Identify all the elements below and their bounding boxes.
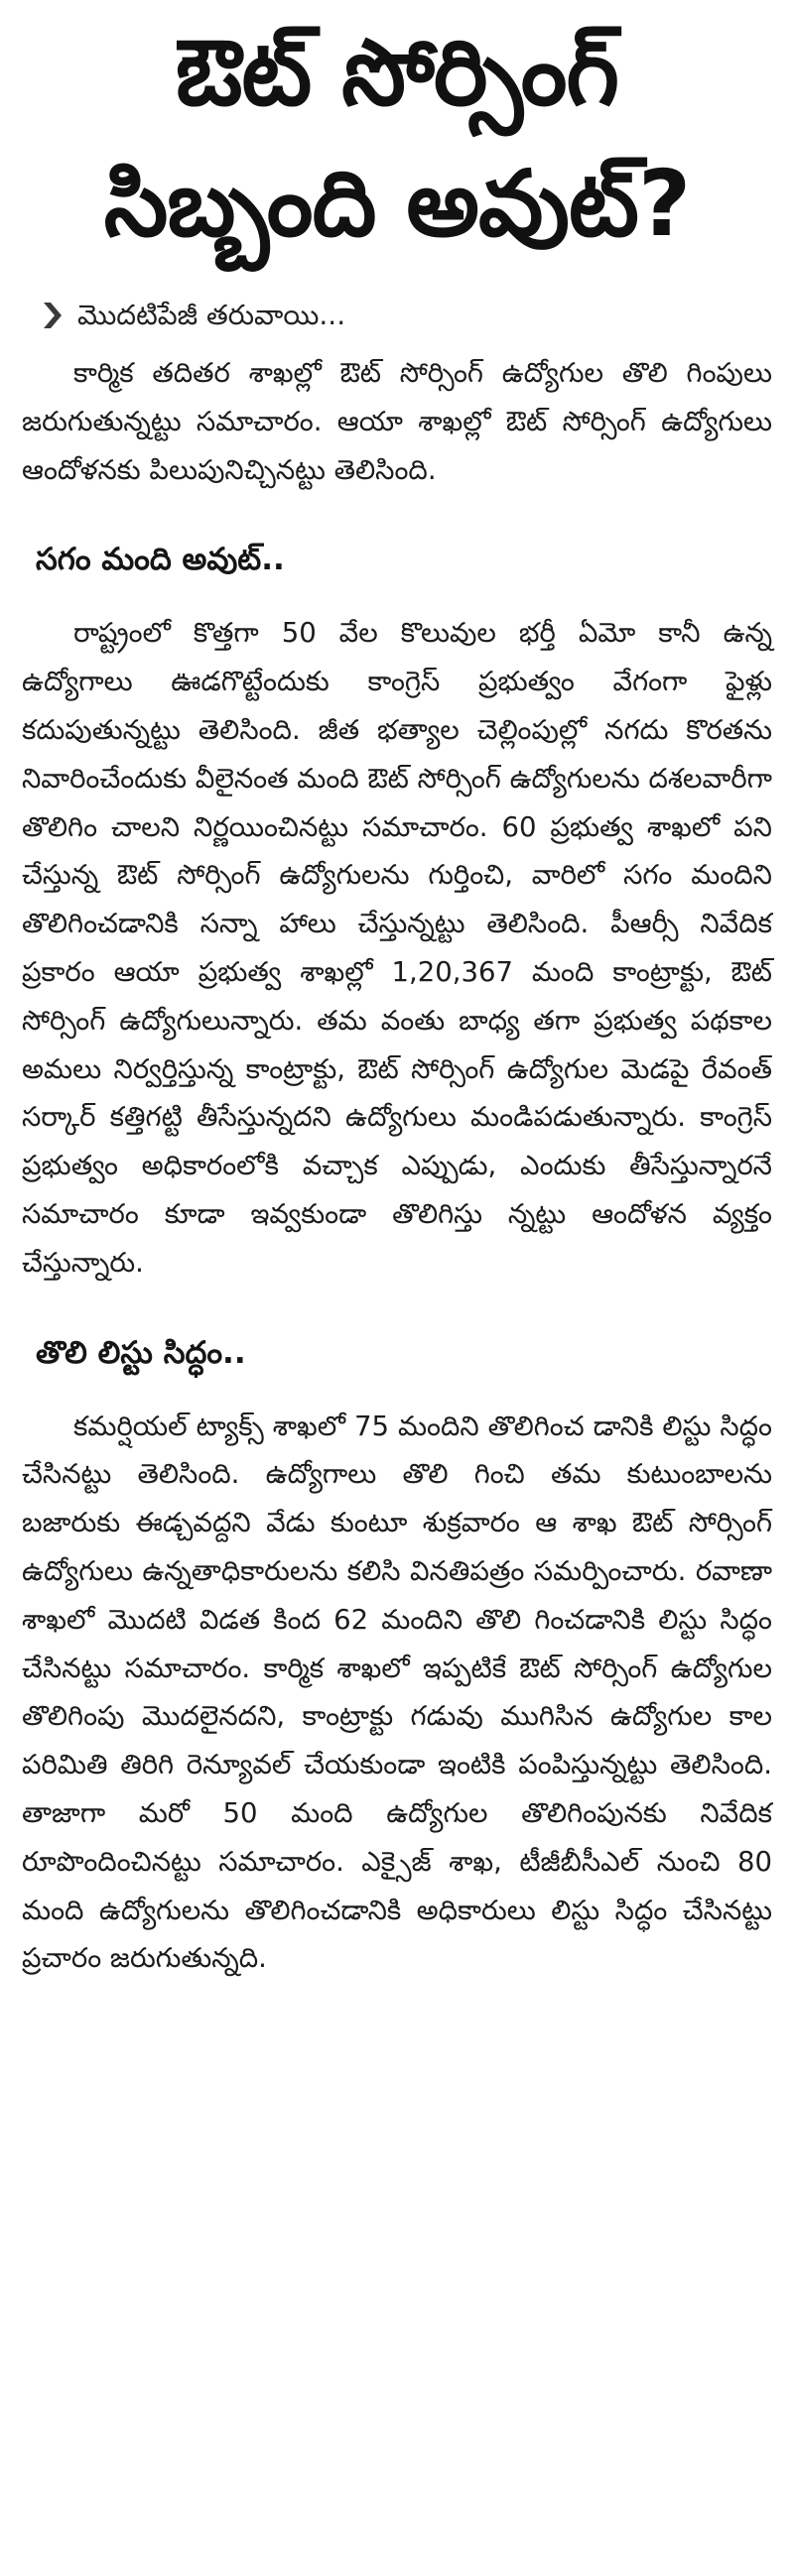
- subheading-first-list: తొలి లిస్టు సిద్ధం..: [36, 1334, 246, 1371]
- continued-label: మొదటిపేజీ తరువాయి...: [77, 299, 346, 331]
- intro-paragraph: కార్మిక తదితర శాఖల్లో ఔట్ సోర్సింగ్ ఉద్యోగుల తొలి గింపులు జరుగుతున్నట్టు సమాచారం. ఆయా శాఖల్లో ఔట్ సోర్సింగ్ ఉద్యోగులు ఆందోళనకు పిలుపునిచ్చినట్టు తెలిసింది.: [22, 357, 772, 486]
- paragraph-half-out: రాష్ట్రంలో కొత్తగా 50 వేల కొలువుల భర్తీ ఏమో కానీ ఉన్న ఉద్యోగాలు ఊడగొట్టేందుకు కాంగ్రెస్ ప్రభుత్వం వేగంగా ఫైళ్లు కదుపుతున్నట్టు తెలిసింది. జీత భత్యాల చెల్లింపుల్లో నగదు కొరతను నివారించేందుకు వీలైనంత మంది ఔట్ సోర్సింగ్ ఉద్యోగులను దశలవారీగా తొలిగిం చాలని నిర్ణయించినట్టు సమాచారం. 60 ప్రభుత్వ శాఖలో పని చేస్తున్న ఔట్ సోర్సింగ్ ఉద్యోగులను గుర్తించి, వారిలో సగం మందిని తొలిగించడానికి సన్నా హాలు చేస్తున్నట్టు తెలిసింది. పీఆర్సీ నివేదిక ప్రకారం ఆయా ప్రభుత్వ శాఖల్లో 1,20,367 మంది కాంట్రాక్టు, ఔట్ సోర్సింగ్ ఉద్యోగులున్నారు. తమ వంతు బాధ్య తగా ప్రభుత్వ పథకాల అమలు నిర్వర్తిస్తున్న కాంట్రాక్టు, ఔట్ సోర్సింగ్ ఉద్యోగుల మెడపై రేవంత్ సర్కార్ కత్తిగట్టి తీసేస్తున్నదని ఉద్యోగులు మండిపడుతున్నారు. కాంగ్రెస్ ప్రభుత్వం అధికారంలోకి వచ్చాక ఎప్పుడు, ఎందుకు తీసేస్తున్నారనే సమాచారం కూడా ఇవ్వకుండా తొలిగిస్తు న్నట్టు ఆందోళన వ్యక్తం చేస్తున్నారు.: [22, 617, 772, 1279]
- subheading-half-out: సగం మంది అవుట్..: [36, 542, 285, 578]
- headline-line-1: ఔట్ సోర్సింగ్: [175, 20, 619, 126]
- chevron-right-icon: [44, 303, 62, 328]
- article-headline: [22, 8, 772, 270]
- continued-from-front-page: [44, 296, 772, 335]
- paragraph-first-list: కమర్షియల్ ట్యాక్స్ శాఖలో 75 మందిని తొలిగించ డానికి లిస్టు సిద్ధం చేసినట్టు తెలిసింది. ఉద్యోగాలు తొలి గించి తమ కుటుంబాలను బజారుకు ఈడ్చవద్దని వేడు కుంటూ శుక్రవారం ఆ శాఖ ఔట్ సోర్సింగ్ ఉద్యోగులు ఉన్నతాధికారులను కలిసి వినతిపత్రం సమర్పించారు. రవాణా శాఖలో మొదటి విడత కింద 62 మందిని తొలి గించడానికి లిస్టు సిద్ధం చేసినట్టు సమాచారం. కార్మిక శాఖలో ఇప్పటికే ఔట్ సోర్సింగ్ ఉద్యోగుల తొలిగింపు మొదలైనదని, కాంట్రాక్టు గడువు ముగిసిన ఉద్యోగుల కాల పరిమితి తిరిగి రెన్యూవల్ చేయకుండా ఇంటికి పంపిస్తున్నట్టు తెలిసింది. తాజాగా మరో 50 మంది ఉద్యోగుల తొలిగింపునకు నివేదిక రూపొందించినట్టు సమాచారం. ఎక్సైజ్ శాఖ, టీజీబీసీఎల్ నుంచి 80 మంది ఉద్యోగులను తొలిగించడానికి అధికారులు లిస్టు సిద్ధం చేసినట్టు ప్రచారం జరుగుతున్నది.: [22, 1410, 772, 1975]
- headline-line-2: సిబ్బంది అవుట్?: [103, 151, 691, 257]
